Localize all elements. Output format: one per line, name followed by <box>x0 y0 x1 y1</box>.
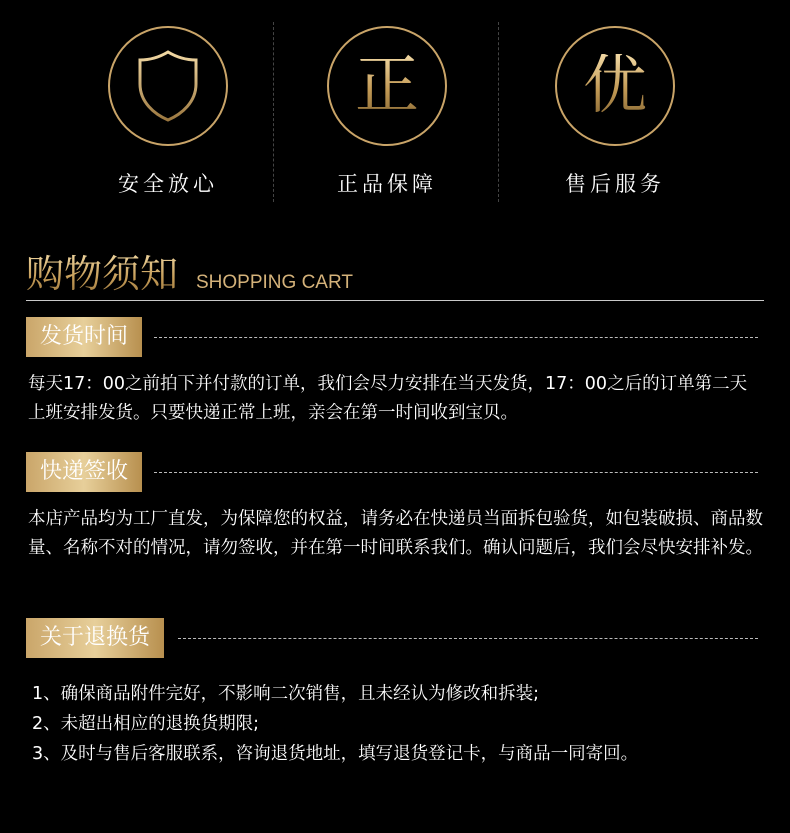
badge-authentic <box>307 26 467 198</box>
section-tag: 快递签收 <box>26 452 142 492</box>
badge-label: 安全放心 <box>118 172 218 196</box>
you-icon: 优 <box>583 49 647 123</box>
title-chinese: 购物须知 <box>26 252 179 296</box>
returns-list <box>32 679 762 769</box>
badge-after-sales <box>535 26 695 198</box>
list-item: 2、未超出相应的退换货期限; <box>32 714 260 734</box>
badge-divider <box>498 22 499 202</box>
shopping-notice-title <box>26 252 764 301</box>
badge-circle <box>327 26 447 146</box>
shipping-text: 每天17：00之前拍下并付款的订单，我们会尽力安排在当天发货，17：00之后的订单第二天上班安排发货。只要快递正常上班，亲会在第一时间收到宝贝。 <box>28 374 748 423</box>
list-item: 1、确保商品附件完好，不影响二次销售，且未经认为修改和拆装; <box>32 684 540 704</box>
dashed-divider <box>178 638 758 639</box>
service-badges <box>0 0 790 215</box>
dashed-divider <box>154 337 758 338</box>
title-english: SHOPPING CART <box>196 272 353 293</box>
badge-divider <box>273 22 274 202</box>
section-tag: 关于退换货 <box>26 618 164 658</box>
badge-label: 正品保障 <box>337 172 437 196</box>
zheng-icon: 正 <box>355 49 419 123</box>
section-header-receipt <box>26 452 758 492</box>
dashed-divider <box>154 472 758 473</box>
badge-circle <box>555 26 675 146</box>
badge-label: 售后服务 <box>565 172 665 196</box>
list-item: 3、及时与售后客服联系，咨询退货地址，填写退货登记卡，与商品一同寄回。 <box>32 744 639 764</box>
section-header-returns <box>26 618 758 658</box>
section-tag: 发货时间 <box>26 317 142 357</box>
badge-circle <box>108 26 228 146</box>
shield-icon <box>136 48 200 124</box>
section-header-shipping <box>26 317 758 357</box>
receipt-text: 本店产品均为工厂直发，为保障您的权益，请务必在快递员当面拆包验货，如包装破损、商品数量、名称不对的情况，请勿签收，并在第一时间联系我们。确认问题后，我们会尽快安排补发。 <box>28 509 763 558</box>
badge-safety <box>88 26 248 198</box>
